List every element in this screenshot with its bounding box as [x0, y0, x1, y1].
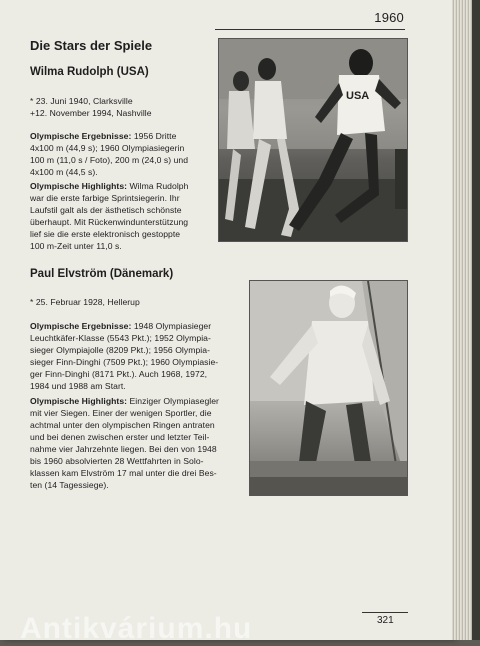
svg-text:USA: USA: [346, 90, 370, 102]
highlights-line: ten (14 Tagessiege).: [30, 480, 109, 490]
watermark: Antikvárium.hu: [20, 612, 253, 645]
highlights-line: 100 m-Zeit unter 11,0 s.: [30, 241, 122, 251]
athlete-birth: * 23. Juni 1940, Clarksville: [30, 96, 133, 106]
highlights-line: und bei denen zwischen erster und letzter Teil-: [30, 432, 210, 442]
section-title: Die Stars der Spiele: [30, 38, 153, 53]
highlights-line: war die erste farbige Sprintsiegerin. Ihr: [30, 193, 180, 203]
results-line: sieger Finn-Dinghi (7509 Pkt.); 1960 Olympiasie-: [30, 357, 219, 367]
results-line: Olympische Ergebnisse: 1956 Dritte: [30, 131, 177, 141]
results-line: Leuchtkäfer-Klasse (5543 Pkt.); 1952 Olympia-: [30, 333, 211, 343]
highlights-line: achtmal unter den olympischen Ringen antraten: [30, 420, 215, 430]
footer-rule: [362, 612, 408, 613]
highlights-line: mit vier Siegen. Einer der wenigen Sportler, die: [30, 408, 212, 418]
highlights-line: Olympische Highlights: Wilma Rudolph: [30, 181, 189, 191]
highlights-line: überhaupt. Mit Rückenwindunterstützung: [30, 217, 189, 227]
results-line: Olympische Ergebnisse: 1948 Olympiasieger: [30, 321, 212, 331]
highlights-line: lief sie die erste elektronisch gestoppte: [30, 229, 181, 239]
header-rule: [215, 29, 405, 30]
photo-wilma-rudolph: [218, 38, 408, 242]
results-line: sieger Olympiajolle (8209 Pkt.); 1956 Olympia-: [30, 345, 210, 355]
athlete-death: +12. November 1994, Nashville: [30, 108, 152, 118]
results-label: Olympische Ergebnisse:: [30, 131, 132, 141]
highlights-line: bis 1960 absolvierten 28 Wettfahrten in Solo-: [30, 456, 204, 466]
highlights-label: Olympische Highlights:: [30, 396, 128, 406]
running-head-year: 1960: [374, 10, 404, 25]
page-number: 321: [377, 615, 394, 626]
athlete-birth: * 25. Februar 1928, Hellerup: [30, 297, 140, 307]
results-line: 4x100 m (44,5 s).: [30, 167, 98, 177]
results-line: 1984 und 1988 am Start.: [30, 381, 126, 391]
results-label: Olympische Ergebnisse:: [30, 321, 132, 331]
athlete-name: Wilma Rudolph (USA): [30, 66, 149, 78]
page-edges: [452, 0, 480, 640]
results-line: 4x100 m (44,9 s); 1960 Olympiasiegerin: [30, 143, 185, 153]
highlights-line: Laufstil galt als der ästhetisch schönste: [30, 205, 182, 215]
results-line: 100 m (11,0 s / Foto), 200 m (24,0 s) und: [30, 155, 189, 165]
athlete-name: Paul Elvström (Dänemark): [30, 268, 174, 280]
highlights-line: nahme vier Jahrzehnte liegen. Bei den von 1948: [30, 444, 217, 454]
highlights-label: Olympische Highlights:: [30, 181, 128, 191]
photo-paul-elvstroem: [249, 280, 408, 496]
highlights-line: Olympische Highlights: Einziger Olympiasegler: [30, 396, 219, 406]
highlights-line: klassen kam Elvström 17 mal unter die drei Bes-: [30, 468, 217, 478]
results-line: ger Finn-Dinghi (8171 Pkt.). Auch 1968, 1972,: [30, 369, 208, 379]
